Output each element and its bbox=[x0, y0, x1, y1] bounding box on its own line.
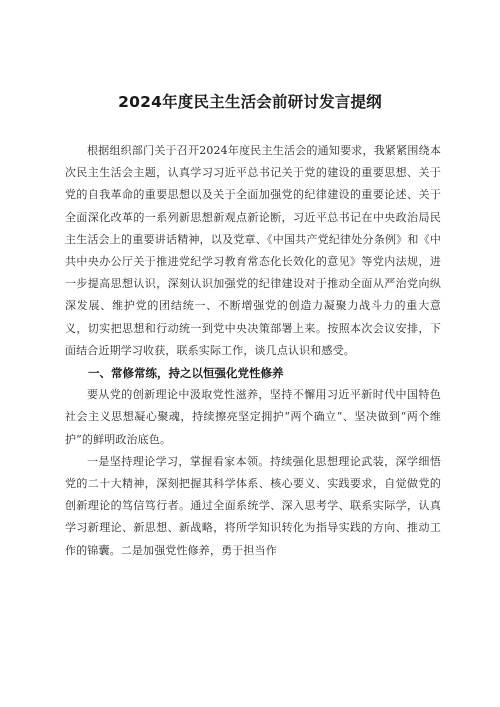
section-paragraph: 一是坚持理论学习，掌握看家本领。持续强化思想理论武装，深学细悟党的二十大精神，深刻把握其科学体系、核心要义、实践要求，自觉做党的创新理论的笃信笃行者。通过全面系统学、深入思考学、联系实际学，认真学习新理论、新思想、新战略，将所学知识转化为指导实践的方向、推动工作的锦囊。二是加强党性修养，勇于担当作 bbox=[65, 454, 441, 557]
section-paragraph: 要从党的创新理论中汲取党性滋养，坚持不懈用习近平新时代中国特色社会主义思想凝心聚魂，持续擦亮坚定拥护“两个确立”、坚决做到“两个维护”的鲜明政治底色。 bbox=[65, 388, 441, 446]
section-heading: 一、常修常练，持之以恒强化党性修养 bbox=[88, 366, 284, 381]
intro-paragraph: 根据组织部门关于召开2024年度民主生活会的通知要求，我紧紧围绕本次民主生活会主题，认真学习习近平总书记关于党的建设的重要思想、关于党的自我革命的重要思想以及关于全面加强党的纪律建设的重要论述、关于全面深化改革的一系列新思想新观点新论断，习近平总书记在中央政治局民主生活会上的重要讲话精神，以及党章、《中国共产党纪律处分条例》和《中共中央办公厅关于推进党纪学习教育常态化长效化的意见》等党内法规，进一步提高思想认识，深刻认识加强党的纪律建设对于推动全面从严治党向纵深发展、维护党的团结统一、不断增强党的创造力凝聚力战斗力的重大意义，切实把思想和行动统一到党中央决策部署上来。按照本次会议安排，下面结合近期学习收获，联系实际工作，谈几点认识和感受。 bbox=[65, 144, 441, 357]
document-title: 2024年度民主生活会前研讨发言提纲 bbox=[118, 93, 382, 111]
document-body bbox=[65, 140, 441, 562]
